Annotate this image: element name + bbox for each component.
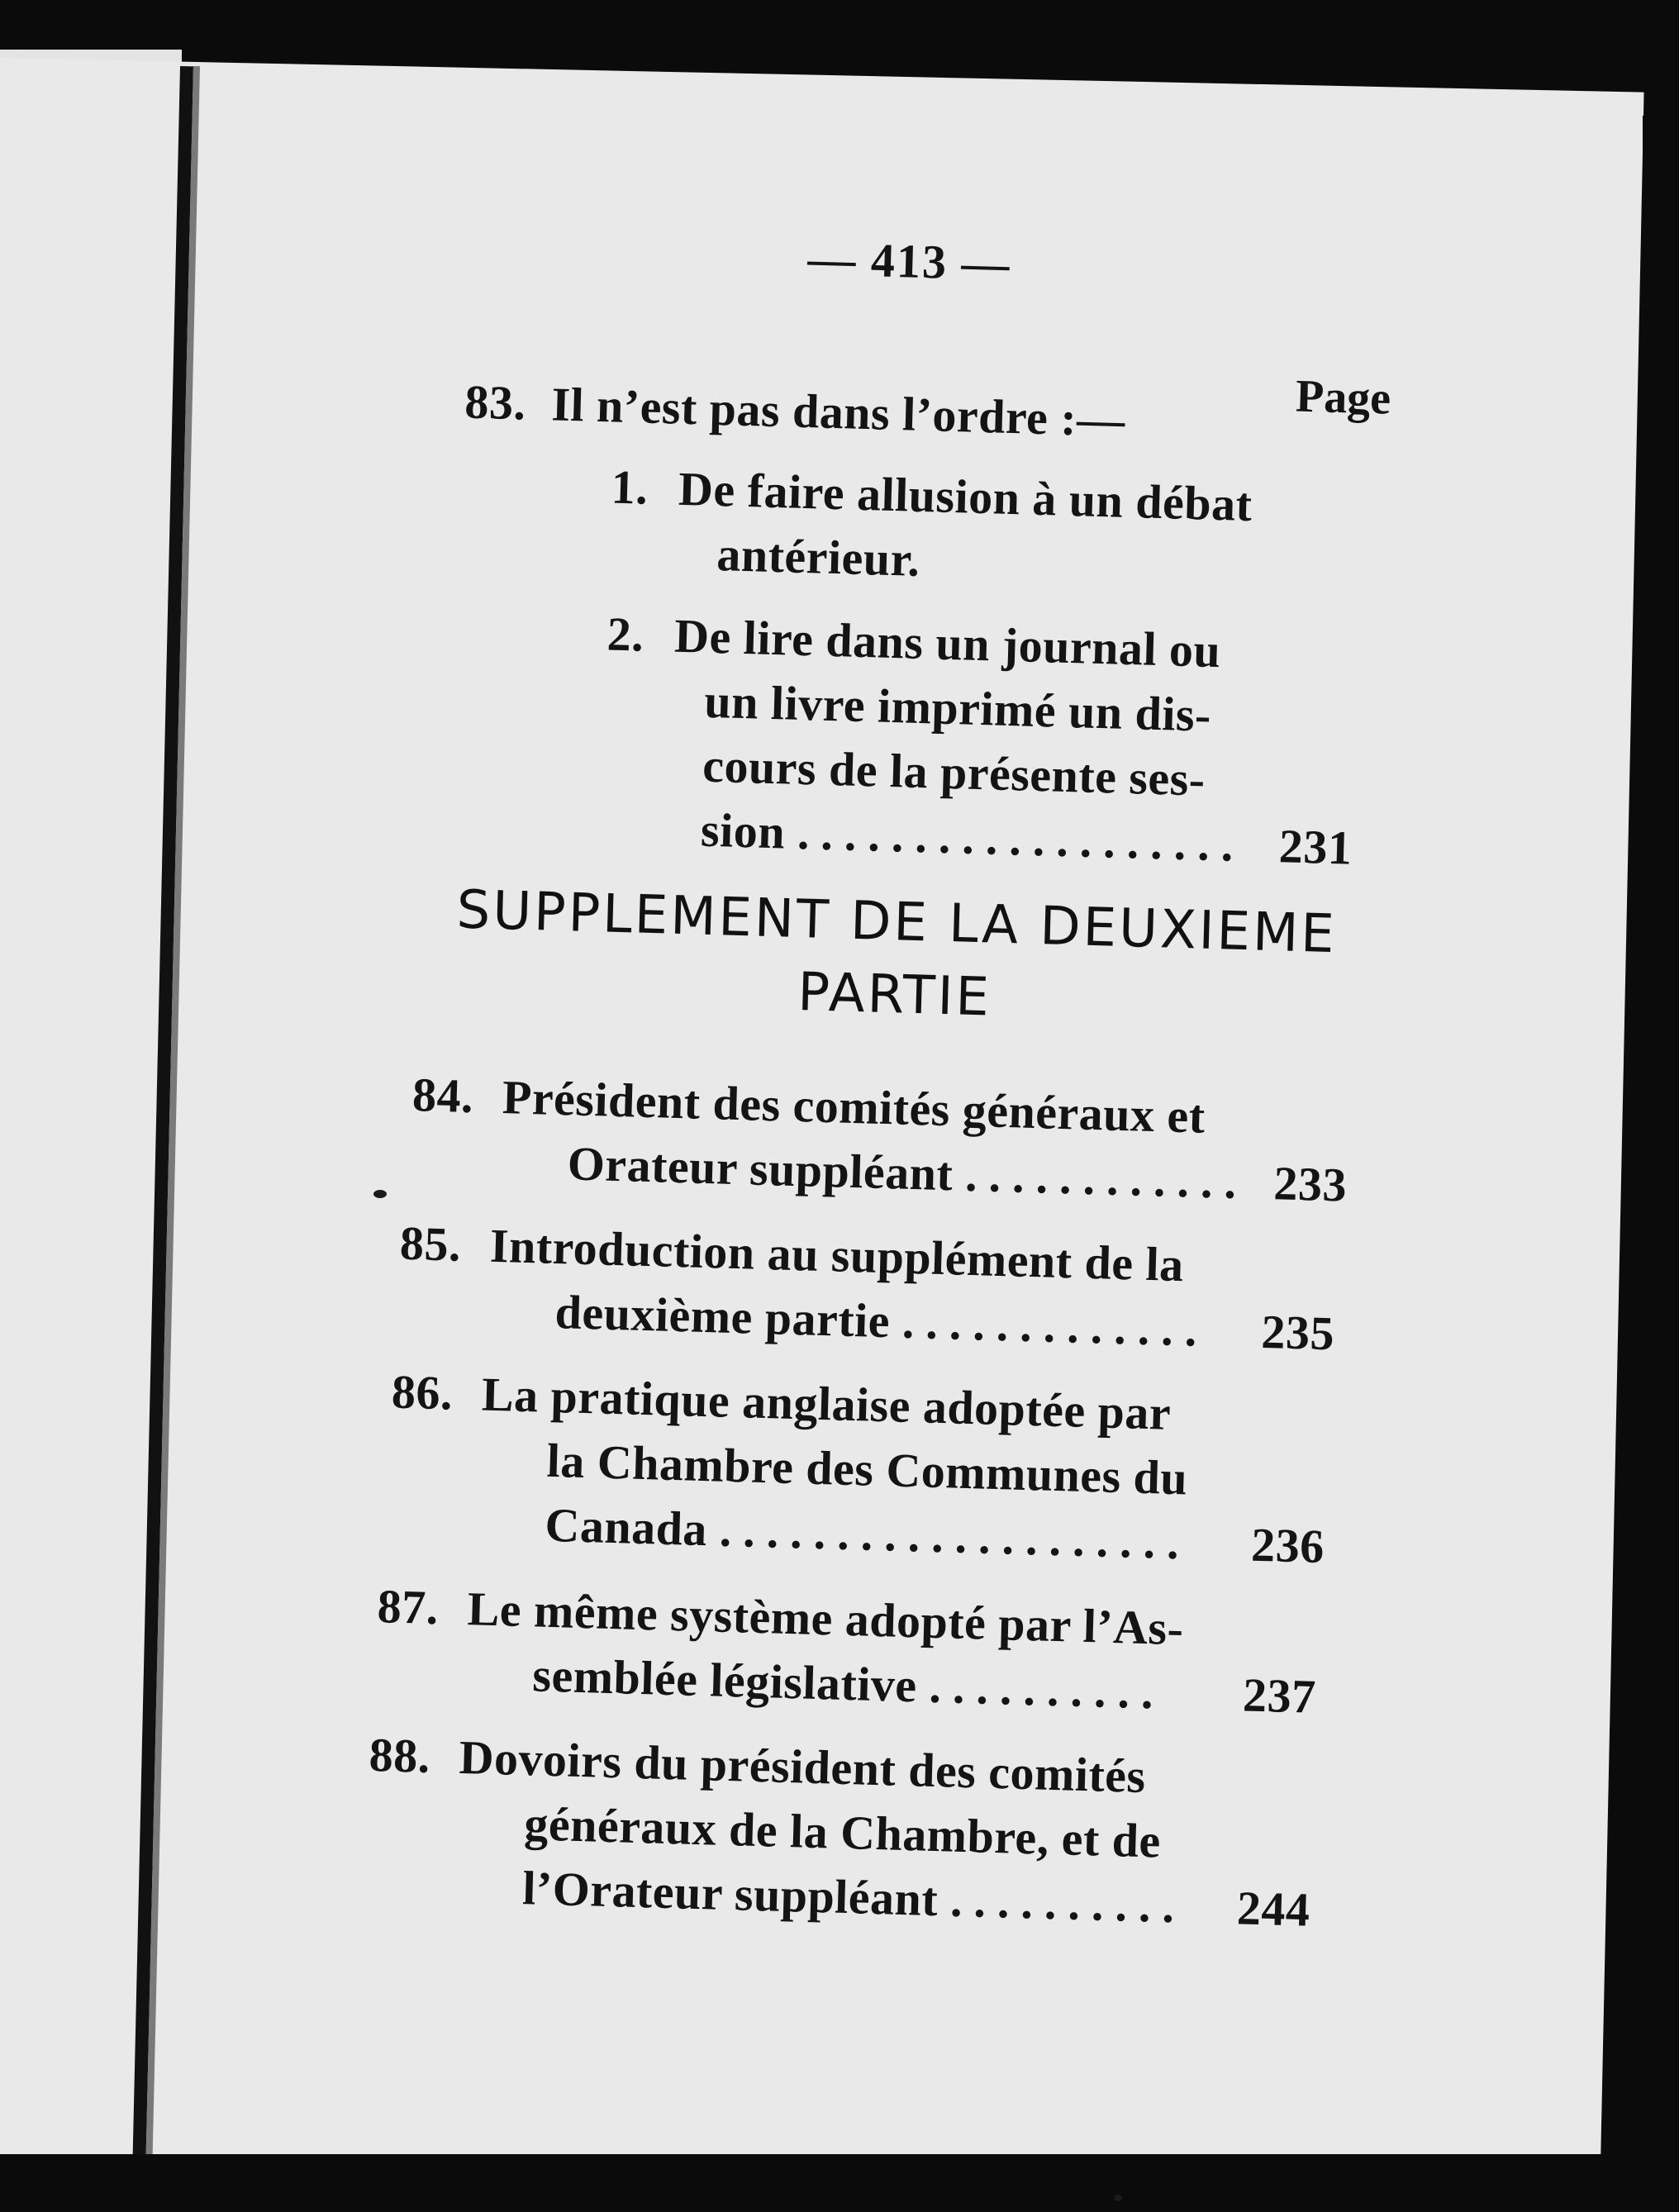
subitem-number: 2. — [606, 607, 645, 662]
entry-line: deuxième partie — [554, 1284, 891, 1349]
subitem-line: De faire allusion à un débat — [678, 461, 1253, 532]
page-ref: 237 — [1242, 1667, 1317, 1724]
section-heading — [390, 872, 1401, 1045]
page-ref: 231 — [1278, 819, 1353, 875]
subitem-line: sion — [700, 802, 787, 859]
subitem-2 — [606, 602, 1222, 683]
leader-dots: ............. — [901, 1294, 1210, 1358]
entry-line: Président des comités généraux et — [502, 1070, 1206, 1144]
subitem-line: antérieur. — [716, 527, 921, 587]
entry-number: 86. — [391, 1364, 454, 1420]
subitem-line: cours de la présente ses- — [702, 738, 1206, 806]
page-number: — 413 — — [806, 231, 1012, 291]
entry-line: Orateur suppléant — [566, 1136, 954, 1201]
entry-line: Introduction au supplément de la — [489, 1218, 1185, 1292]
page-column-label: Page — [1295, 370, 1392, 425]
section-heading-line: SUPPLEMENT DE LA DEUXIEME — [455, 879, 1338, 966]
section-heading-line: PARTIE — [797, 962, 992, 1029]
leader-dots: .......... — [949, 1872, 1187, 1934]
leader-dots: ................... — [797, 805, 1246, 873]
entry-number: 83. — [464, 374, 527, 431]
page-ref: 244 — [1236, 1881, 1311, 1937]
page-ref: 235 — [1260, 1304, 1335, 1361]
entry-line: l’Orateur suppléant — [521, 1861, 939, 1927]
subitem-number: 1. — [610, 459, 649, 515]
subitem-line: De lire dans un journal ou — [673, 608, 1222, 678]
subitem-1 — [611, 454, 1253, 537]
entry-line: Dovoirs du président des comités — [458, 1729, 1147, 1804]
entry-line: La pratique anglaise adoptée par — [481, 1367, 1172, 1440]
subitem-line: un livre imprimé un dis- — [703, 673, 1212, 742]
entry-line: Le même système adopté par l’As- — [466, 1582, 1185, 1656]
leader-dots: .......... — [928, 1658, 1166, 1720]
entry-line: Canada — [544, 1497, 708, 1557]
entry-line: généraux de la Chambre, et de — [523, 1796, 1162, 1868]
page-ref: 233 — [1272, 1156, 1348, 1212]
entry-title: Il n’est pas dans l’ordre :— — [550, 377, 1126, 447]
entry-line: la Chambre des Communes du — [545, 1433, 1189, 1506]
leader-dots: .................... — [719, 1502, 1191, 1570]
leader-dots: ............ — [964, 1147, 1249, 1210]
entry-number: 88. — [368, 1727, 431, 1783]
page-ref: 236 — [1250, 1517, 1325, 1574]
entry-number: 87. — [376, 1579, 440, 1635]
entry-number: 85. — [399, 1215, 462, 1272]
entry-line: semblée législative — [531, 1648, 918, 1713]
entry-number: 84. — [411, 1068, 474, 1124]
